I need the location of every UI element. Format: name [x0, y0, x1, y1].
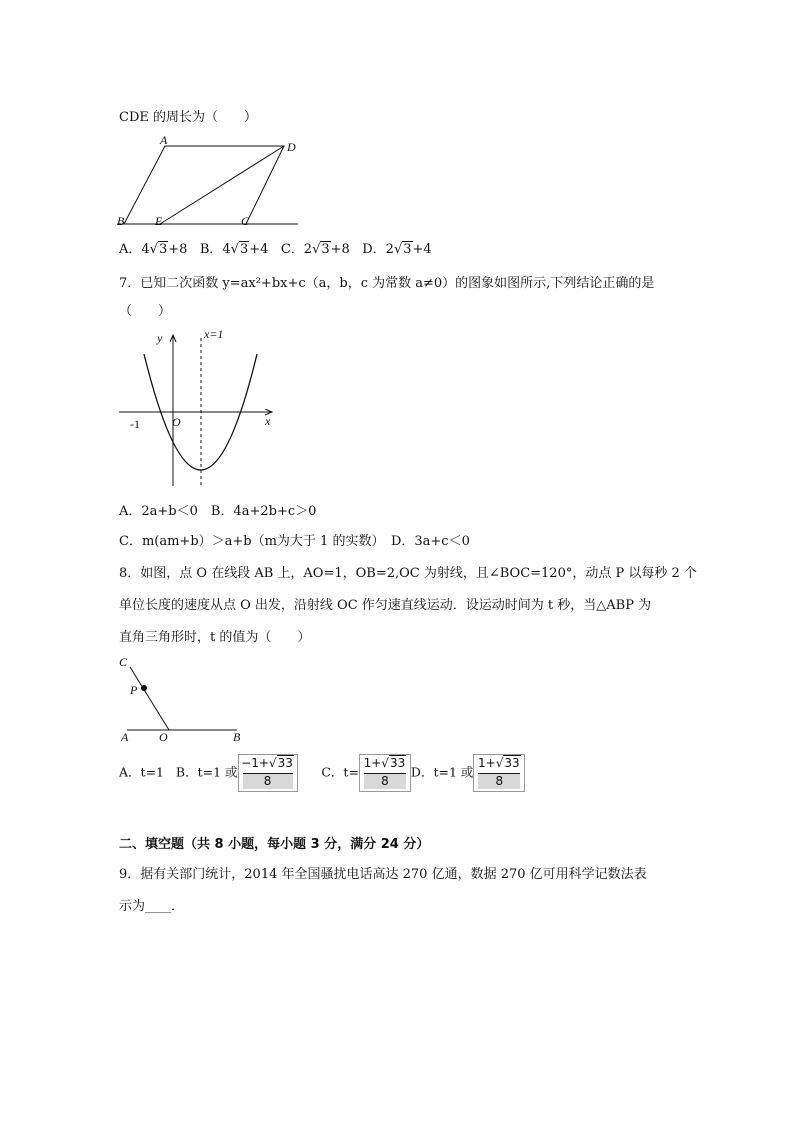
q7-label-x: x: [265, 414, 271, 428]
q8-ray-figure: [117, 655, 245, 747]
q8-option-d-label: D．t=1 或: [410, 764, 474, 780]
q7-stem-line1: 7．已知二次函数 y=ax²+bx+c（a，b，c 为常数 a≠0）的图象如图所示,下列结论正确的是: [119, 276, 655, 291]
q6-option-c: C．2√3+8: [280, 242, 350, 257]
q7-stem-line2: （ ）: [119, 304, 172, 319]
q6-option-b: B．4√3+4: [199, 242, 269, 257]
q7-label-y: y: [157, 331, 163, 345]
q8-label-c: C: [119, 655, 128, 669]
q6-label-d: D: [287, 140, 296, 154]
q6-stem-tail: CDE 的周长为（ ）: [119, 110, 257, 125]
q8-option-d-fraction: $\frac{1+√33}{8}$: [473, 754, 525, 792]
q6-parallelogram-figure: [117, 132, 302, 230]
q8-label-a: A: [121, 730, 129, 744]
q8-option-b-label: B．t=1 或: [175, 764, 238, 780]
q8-ray-oc: [130, 667, 169, 730]
q9-line1: 9．据有关部门统计，2014 年全国骚扰电话高达 270 亿通，数据 270 亿可用科学记数法表: [119, 867, 647, 882]
q8-stem-line2: 单位长度的速度从点 O 出发，沿射线 OC 作匀速直线运动．设运动时间为 t 秒，当△ABP 为: [119, 598, 652, 613]
q8-stem-line1: 8．如图，点 O 在线段 AB 上，AO=1，OB=2,OC 为射线，且∠BOC=120°，动点 P 以每秒 2 个: [119, 566, 697, 581]
q8-option-a: A．t=1: [119, 764, 164, 780]
q6-option-d: D．2√3+4: [362, 242, 432, 257]
q6-label-e: E: [155, 214, 163, 228]
q8-option-b-fraction: $\frac{-1+√33}{8}$: [238, 754, 298, 792]
q7-parabola-figure: [119, 326, 279, 488]
q8-option-c-label: C．t=: [321, 764, 359, 780]
q6-parallelogram: [124, 146, 284, 224]
section2-heading: 二、填空题（共 8 小题，每小题 3 分，满分 24 分）: [119, 837, 430, 852]
q7-label-symmetry: x=1: [204, 327, 224, 341]
q8-point-p: [141, 685, 147, 691]
q8-label-o: O: [159, 730, 168, 744]
q9-answer-blank[interactable]: ____: [145, 899, 172, 914]
q6-label-b: B: [117, 214, 125, 228]
q7-label-origin: O: [172, 415, 181, 429]
q6-label-a: A: [160, 133, 168, 147]
q8-label-p: P: [130, 683, 138, 697]
q6-option-a: A．4√3+8: [119, 242, 188, 257]
q8-option-c-fraction: $\frac{1+√33}{8}$: [359, 754, 411, 792]
q6-label-c: C: [241, 214, 250, 228]
q9-line2: 示为____．: [119, 899, 185, 914]
q6-options: [119, 238, 432, 257]
q8-stem-line3: 直角三角形时，t 的值为（ ）: [119, 630, 311, 645]
q7-options-line2: C．m(am+b）＞a+b（m为大于 1 的实数） D．3a+c＜0: [119, 534, 470, 549]
q7-label-neg-one: -1: [130, 417, 140, 431]
q8-label-b: B: [233, 730, 241, 744]
q7-options-line1: A．2a+b＜0 B．4a+2b+c＞0: [119, 504, 317, 519]
q8-options: [119, 754, 525, 792]
